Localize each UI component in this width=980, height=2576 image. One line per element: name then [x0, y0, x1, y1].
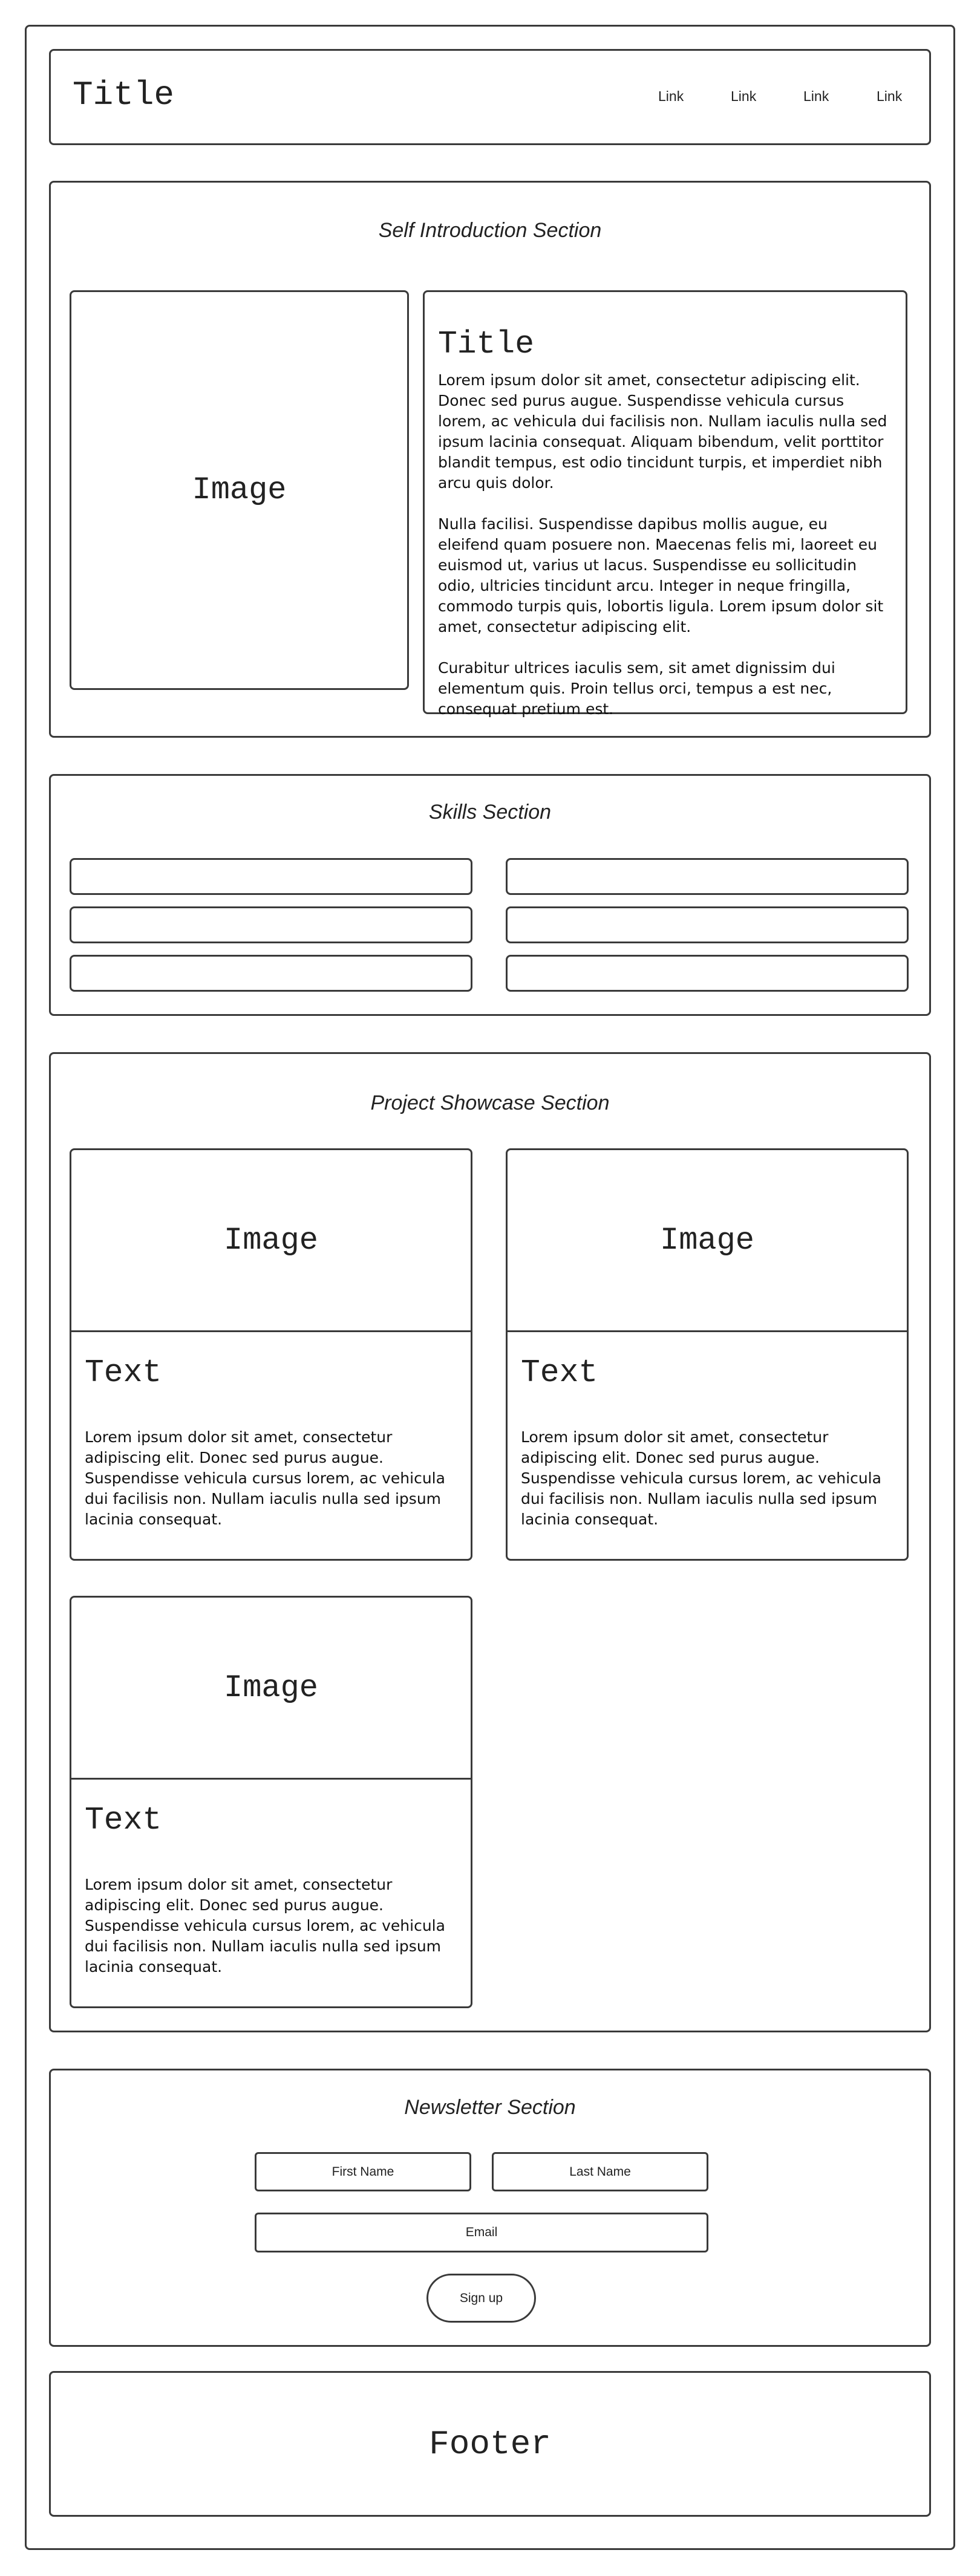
skill-bar: [506, 906, 909, 943]
intro-paragraph-1: Lorem ipsum dolor sit amet, consectetur adipiscing elit. Donec sed purus augue. Suspendisse vehicula cursus lorem, ac vehicula dui facilisis non. Nullam iaculis nulla sed ipsum lacinia consequat. Aliquam bibendum, velit porttitor blandit tempus, est odio tincidunt turpis, et imperdiet nibh arcu quis dolor.: [438, 371, 887, 492]
project-card[interactable]: [70, 1596, 472, 2008]
nav-link-3[interactable]: Link: [803, 88, 829, 104]
intro-paragraph-2: Nulla facilisi. Suspendisse dapibus mollis augue, eu eleifend quam posuere non. Maecenas felis mi, laoreet eu euismod ut, varius ut lacus. Suspendisse eu sollicitudin odio, ultricies tincidunt arcu. Integer in neque fringilla, commodo turpis quis, lobortis ligula. Lorem ipsum dolor sit amet, consectetur adipiscing elit.: [438, 515, 884, 636]
skill-bar: [70, 858, 472, 895]
email-field[interactable]: [255, 2213, 708, 2252]
intro-card-body: [438, 370, 890, 720]
nav-link-1[interactable]: Link: [658, 88, 684, 104]
project-card-title: Text: [521, 1355, 598, 1391]
project-card[interactable]: [70, 1148, 472, 1561]
skill-bar: [70, 906, 472, 943]
newsletter-section-title: Newsletter Section: [404, 2096, 576, 2119]
skill-bar: [506, 955, 909, 992]
skill-bar: [506, 858, 909, 895]
footer-label: Footer: [429, 2424, 551, 2464]
intro-image-label: Image: [192, 472, 287, 508]
email-placeholder: Email: [465, 2225, 498, 2239]
project-image-label: Image: [223, 1670, 319, 1706]
header: [49, 49, 931, 145]
skill-bar: [70, 955, 472, 992]
project-card-body: Lorem ipsum dolor sit amet, consectetur adipiscing elit. Donec sed purus augue. Suspendisse vehicula cursus lorem, ac vehicula dui facilisis non. Nullam iaculis nulla sed ipsum lacinia consequat.: [521, 1428, 881, 1528]
intro-section-title: Self Introduction Section: [378, 219, 602, 242]
nav-link-4[interactable]: Link: [877, 88, 903, 104]
intro-card-title: Title: [438, 326, 535, 362]
project-image-label: Image: [223, 1222, 319, 1258]
footer: [49, 2371, 931, 2517]
intro-paragraph-3: Curabitur ultrices iaculis sem, sit amet dignissim dui elementum quis. Proin tellus orci, tempus a est nec, consequat pretium est.: [438, 659, 835, 718]
last-name-placeholder: Last Name: [569, 2164, 631, 2179]
intro-text-card: [423, 290, 907, 718]
skills-section-title: Skills Section: [428, 801, 552, 824]
project-card-title: Text: [85, 1355, 162, 1391]
project-card-title: Text: [85, 1802, 162, 1838]
first-name-placeholder: First Name: [332, 2164, 394, 2179]
intro-image-placeholder: [70, 290, 409, 690]
first-name-field[interactable]: [255, 2152, 471, 2191]
project-image-placeholder: [71, 1598, 471, 1780]
sign-up-label: Sign up: [459, 2291, 503, 2305]
project-image-label: Image: [659, 1222, 755, 1258]
sign-up-button[interactable]: [426, 2274, 536, 2323]
nav-link-2[interactable]: Link: [731, 88, 757, 104]
site-title: Title: [73, 76, 175, 114]
projects-section-title: Project Showcase Section: [370, 1091, 610, 1114]
project-card[interactable]: [506, 1148, 909, 1561]
project-image-placeholder: [71, 1150, 471, 1332]
project-image-placeholder: [508, 1150, 907, 1332]
last-name-field[interactable]: [492, 2152, 708, 2191]
project-card-body: Lorem ipsum dolor sit amet, consectetur adipiscing elit. Donec sed purus augue. Suspendisse vehicula cursus lorem, ac vehicula dui facilisis non. Nullam iaculis nulla sed ipsum lacinia consequat.: [85, 1876, 445, 1976]
project-card-body: Lorem ipsum dolor sit amet, consectetur adipiscing elit. Donec sed purus augue. Suspendisse vehicula cursus lorem, ac vehicula dui facilisis non. Nullam iaculis nulla sed ipsum lacinia consequat.: [85, 1428, 445, 1528]
